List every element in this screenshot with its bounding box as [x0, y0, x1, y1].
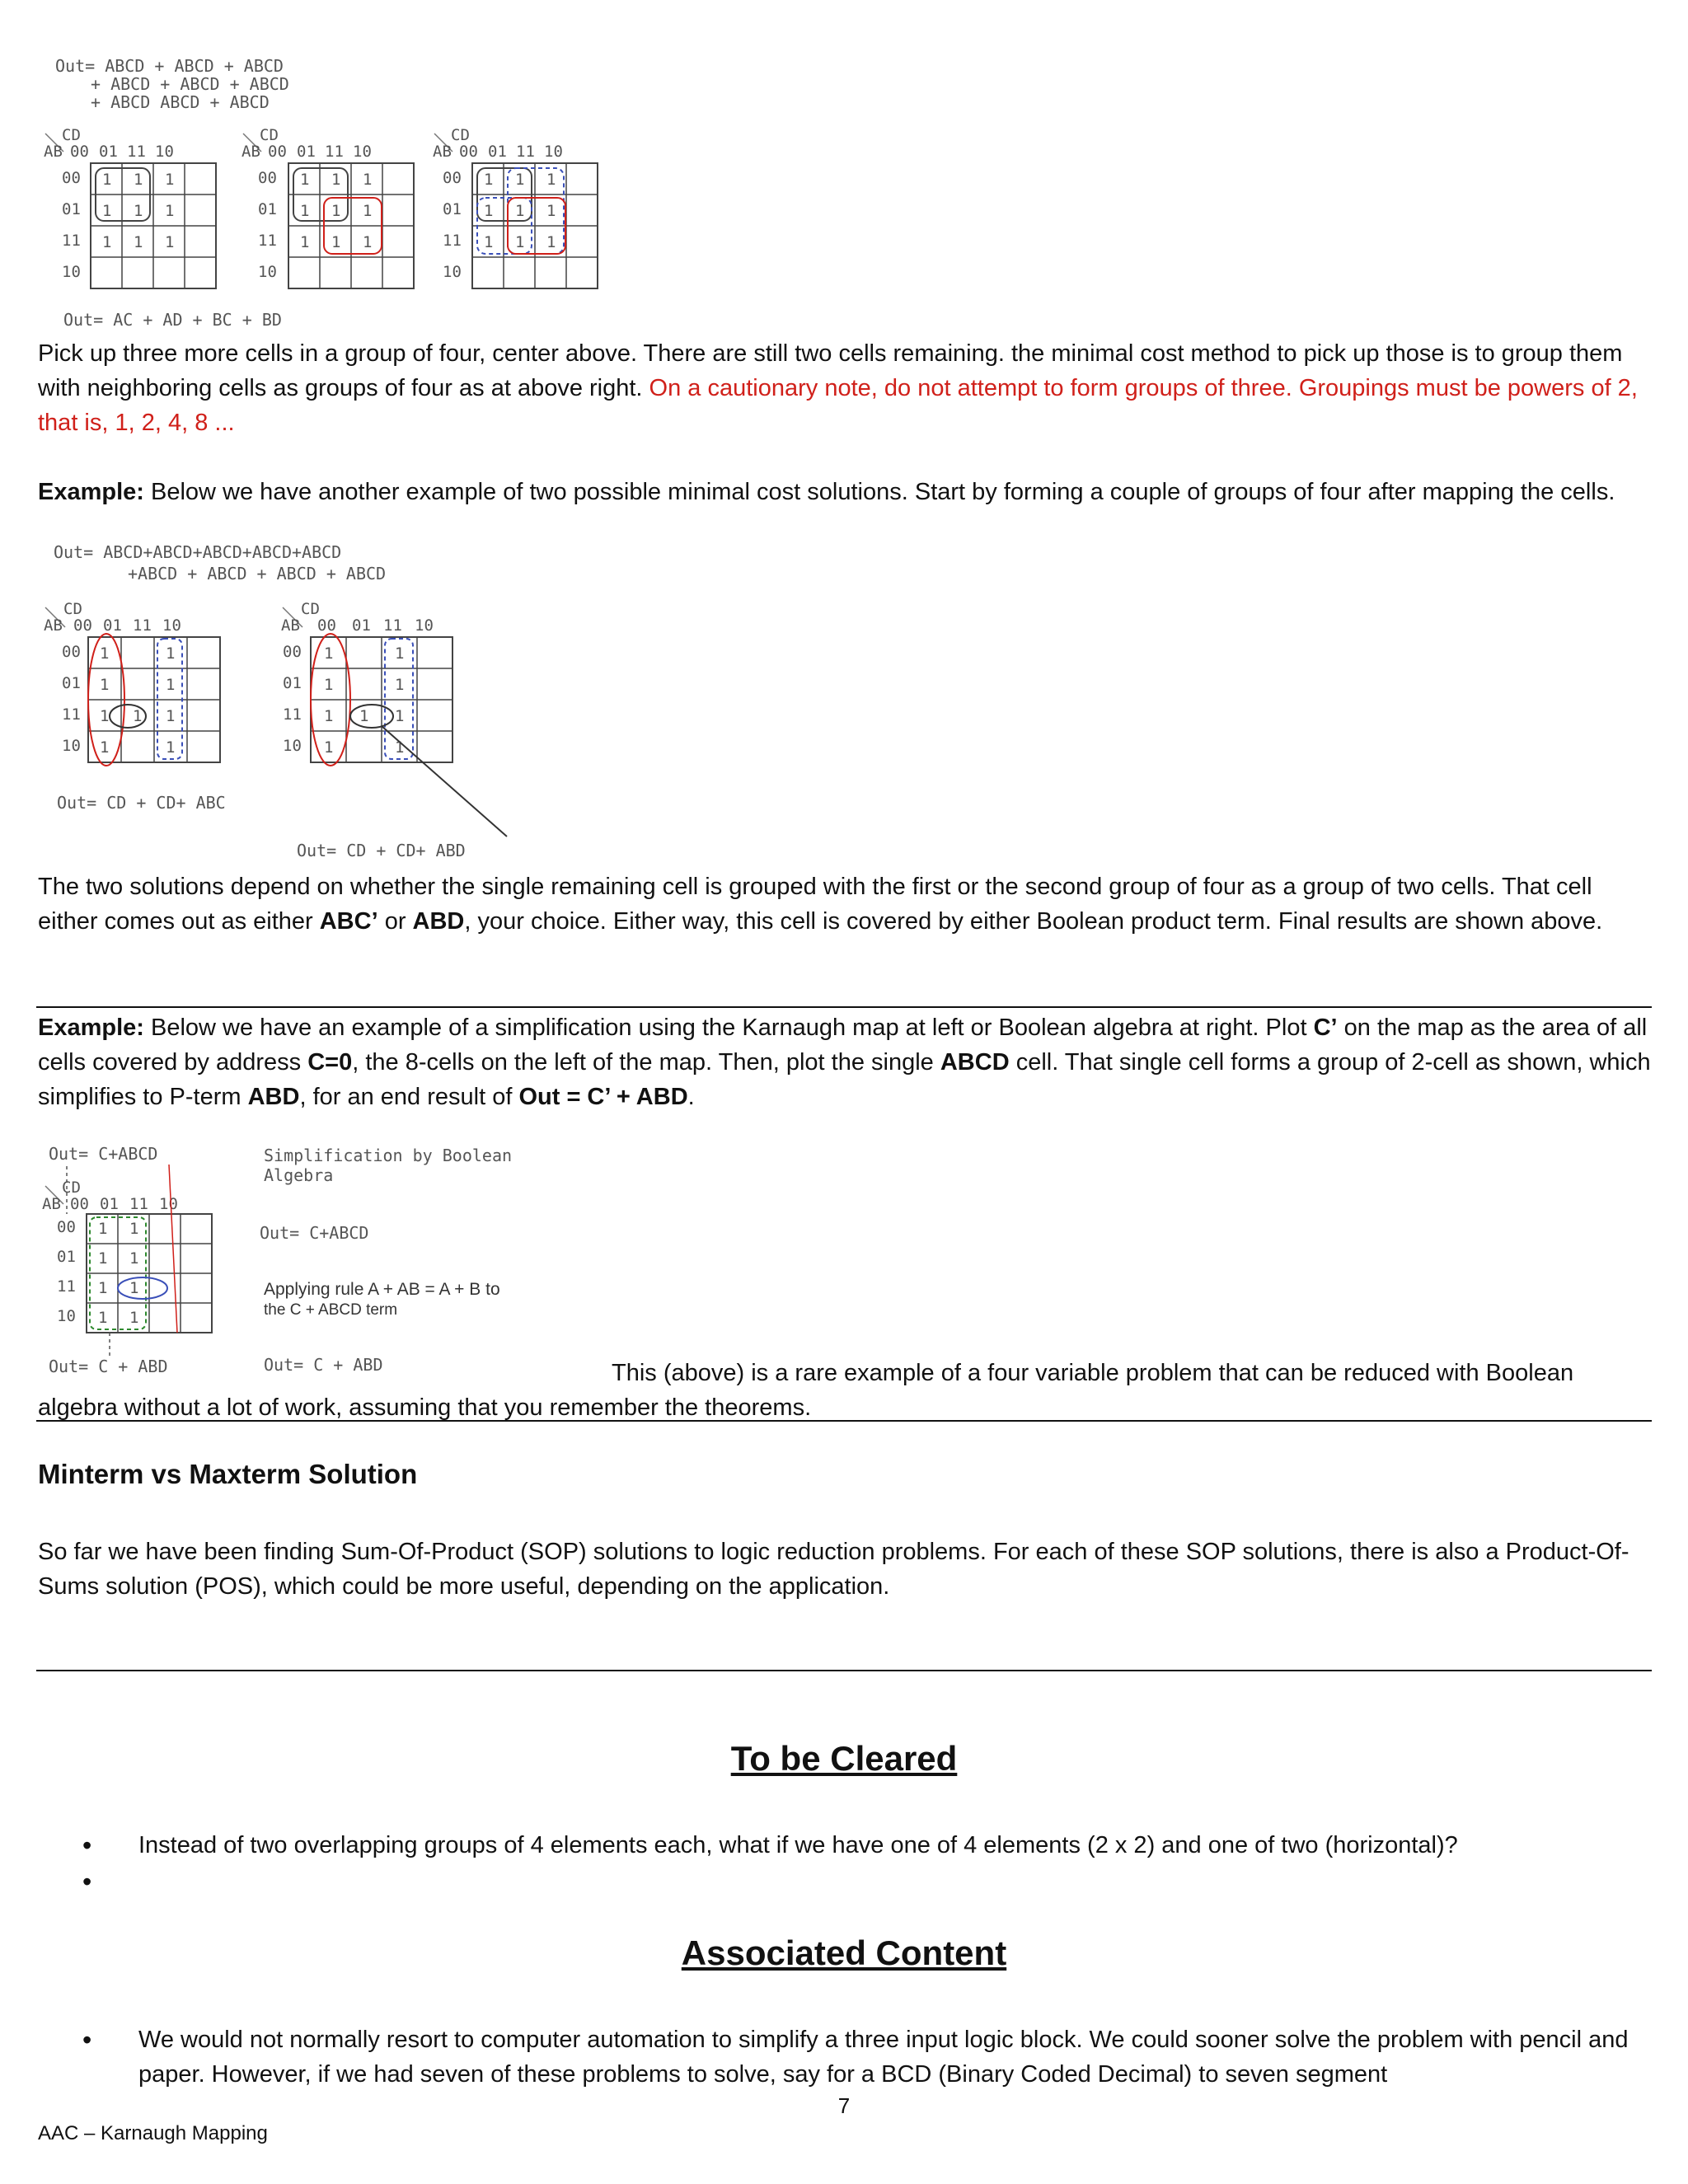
fig3-bool-eq-2: Out= C + ABD: [264, 1355, 383, 1375]
kmap-1-cell: 1: [102, 233, 112, 251]
fig3-bool-title-2: Algebra: [264, 1165, 334, 1185]
fig1-eq-bottom: Out= AC + AD + BC + BD: [63, 310, 282, 330]
kmap-4-cell: 1: [166, 644, 176, 663]
kmap-1-cell: 1: [165, 233, 175, 251]
kmap-5-col-01: 01: [352, 616, 371, 635]
kmap-2-row-11: 11: [258, 232, 277, 250]
kmap-6-cell: 1: [129, 1279, 139, 1297]
kmap-3-cell: 1: [484, 233, 494, 251]
kmap-3-cell: 1: [546, 233, 556, 251]
kmap-4-cell: 1: [100, 644, 110, 663]
kmap-2-cell: 1: [300, 171, 310, 189]
heading-to-be-cleared: To be Cleared: [730, 1739, 958, 1778]
kmap-2-corner-cd: CD: [260, 126, 279, 144]
fig2-eq-line-1: Out= ABCD+ABCD+ABCD+ABCD+ABCD: [54, 542, 342, 562]
kmap-2-cell: 1: [300, 233, 310, 251]
divider-rule: [36, 1006, 1652, 1008]
kmap-2-cell: 1: [363, 171, 373, 189]
kmap-5-cell: 1: [324, 644, 334, 663]
divider-rule: [36, 1670, 1652, 1671]
kmap-4-row-10: 10: [62, 737, 81, 755]
bullet-text: We would not normally resort to computer automation to simplify a three input logic block. We could sooner solve the problem with pencil and paper. However, if we had seven of these problems to solve, say for a BCD (Binary Coded Decimal) to seven segment: [138, 2027, 1629, 2088]
kmap-5-row-01: 01: [283, 674, 302, 692]
page-number: 7: [837, 2093, 851, 2118]
example-2-text-6: .: [687, 1084, 695, 1110]
fig3-bool-rule-2: the C + ABCD term: [264, 1301, 398, 1319]
kmap-1-cell: 1: [102, 171, 112, 189]
kmap-2-cell: 1: [300, 202, 310, 220]
kmap-6-cell: 1: [129, 1309, 139, 1327]
kmap-5-cell: 1: [395, 738, 405, 757]
kmap-1-col-10: 10: [155, 143, 174, 161]
fig3-eq-top: Out= C+ABCD: [49, 1144, 158, 1164]
kmap-5-cell: 1: [324, 707, 334, 725]
kmap-2-col-10: 10: [353, 143, 372, 161]
figure-1-kmaps: [45, 51, 606, 335]
bullet-icon: •: [82, 1830, 92, 1860]
kmap-4-col-01: 01: [103, 616, 122, 635]
kmap-1-cell: 1: [165, 171, 175, 189]
kmap-4-cell: 1: [166, 676, 176, 694]
kmap-1: [44, 126, 216, 288]
kmap-6-row-00: 00: [57, 1218, 76, 1236]
kmap-3-cell: 1: [515, 233, 525, 251]
heading-associated-content: Associated Content: [681, 1933, 1007, 1972]
kmap-5-cell: 1: [395, 676, 405, 694]
kmap-5-row-10: 10: [283, 737, 302, 755]
kmap-5-cell: 1: [359, 707, 369, 725]
kmap-6-cell: 1: [98, 1309, 108, 1327]
kmap-3: [433, 126, 598, 288]
kmap-6-cell: 1: [129, 1220, 139, 1238]
kmap-6-col-00: 00: [70, 1195, 89, 1213]
kmap-6-row-11: 11: [57, 1277, 76, 1296]
kmap-3-col-10: 10: [544, 143, 563, 161]
bullet-icon: •: [82, 1867, 92, 1896]
paragraph-group-explanation: [38, 336, 1653, 440]
kmap-2-row-10: 10: [258, 263, 277, 281]
bullet-text: Instead of two overlapping groups of 4 elements each, what if we have one of 4 elements (2 x 2) and one of two (horizontal)?: [138, 1832, 1458, 1858]
kmap-1-col-01: 01: [99, 143, 118, 161]
kmap-5-col-10: 10: [415, 616, 434, 635]
kmap-1-corner-ab: AB: [44, 143, 63, 161]
term-abd-2: ABD: [247, 1084, 300, 1110]
kmap-4-corner-ab: AB: [44, 616, 63, 635]
kmap-5-cell: 1: [324, 676, 334, 694]
term-c-prime: C’: [1313, 1015, 1338, 1041]
kmap-2-row-01: 01: [258, 200, 277, 218]
example-2-text-2: on the map as the area of all cells covered by address: [38, 1015, 1648, 1076]
kmap-3-cell: 1: [484, 202, 494, 220]
kmap-5-corner-cd: CD: [301, 600, 320, 618]
kmap-3-row-01: 01: [443, 200, 462, 218]
kmap-5-row-00: 00: [283, 643, 302, 661]
fig1-eq-line-2: + ABCD + ABCD + ABCD: [91, 74, 289, 94]
kmap-4-row-01: 01: [62, 674, 81, 692]
figure-3-kmap-and-boolean: [42, 1141, 622, 1380]
kmap-1-cell: 1: [134, 171, 143, 189]
figure-2-kmaps: [45, 540, 556, 869]
para2-text-1: The two solutions depend on whether the single remaining cell is grouped with the first or the second group of four as a group of two cells. That cell either comes out as either: [38, 874, 1592, 935]
fig3-bool-rule-1: Applying rule A + AB = A + B to: [264, 1280, 500, 1299]
example-2-label: Example:: [38, 1015, 144, 1041]
kmap-6-cell: 1: [129, 1249, 139, 1268]
kmap-6-corner-cd: CD: [62, 1179, 81, 1197]
kmap-4-cell: 1: [166, 738, 176, 757]
kmap-5-col-00: 00: [317, 616, 336, 635]
end-result: Out = C’ + ABD: [518, 1084, 688, 1110]
para1-text: Pick up three more cells in a group of four, center above. There are still two cells remaining. the minimal cost method to pick up those is to group them with neighboring cells as groups of four as at above right.: [38, 340, 1623, 401]
kmap-6-corner-ab: AB: [42, 1195, 61, 1213]
fig2-eq-left: Out= CD + CD+ ABC: [57, 793, 226, 813]
kmap-3-cell: 1: [515, 202, 525, 220]
kmap-4: [44, 600, 220, 766]
kmap-5-corner-ab: AB: [281, 616, 300, 635]
kmap-5: [281, 600, 507, 837]
kmap-4-row-00: 00: [62, 643, 81, 661]
kmap-2-col-11: 11: [325, 143, 344, 161]
kmap-3-col-00: 00: [459, 143, 478, 161]
kmap-6-col-01: 01: [100, 1195, 119, 1213]
kmap-5-row-11: 11: [283, 705, 302, 724]
kmap-5-cell: 1: [395, 707, 405, 725]
example-1-paragraph: [38, 475, 1653, 509]
example-2-text-1: Below we have an example of a simplification using the Karnaugh map at left or Boolean algebra at right. Plot: [151, 1015, 1307, 1041]
kmap-3-cell: 1: [546, 171, 556, 189]
kmap-1-cell: 1: [102, 202, 112, 220]
fig1-eq-line-3: + ABCD ABCD + ABCD: [91, 92, 270, 112]
kmap-3-row-11: 11: [443, 232, 462, 250]
kmap-2-cell: 1: [331, 171, 341, 189]
kmap-3-col-11: 11: [516, 143, 535, 161]
kmap-1-col-00: 00: [70, 143, 89, 161]
kmap-3-corner-cd: CD: [451, 126, 470, 144]
paragraph-minterm: So far we have been finding Sum-Of-Product (SOP) solutions to logic reduction problems. For each of these SOP solutions, there is also a Product-Of-Sums solution (POS), which could be more useful, depending on the application.: [38, 1539, 1629, 1600]
kmap-4-col-00: 00: [73, 616, 92, 635]
example-2-paragraph: [38, 1010, 1653, 1114]
kmap-1-row-11: 11: [62, 232, 81, 250]
kmap-4-row-11: 11: [62, 705, 81, 724]
kmap-2-cell: 1: [331, 233, 341, 251]
kmap-2-row-00: 00: [258, 169, 277, 187]
kmap-3-cell: 1: [546, 202, 556, 220]
kmap-4-col-11: 11: [133, 616, 152, 635]
kmap-3-col-01: 01: [488, 143, 507, 161]
kmap-4-corner-cd: CD: [63, 600, 82, 618]
fig3-bool-title-1: Simplification by Boolean: [264, 1146, 513, 1165]
kmap-1-corner-cd: CD: [62, 126, 81, 144]
kmap-3-row-10: 10: [443, 263, 462, 281]
fig1-eq-line-1: Out= ABCD + ABCD + ABCD: [55, 56, 284, 76]
bullet-icon: •: [82, 2025, 92, 2055]
kmap-4-cell: 1: [100, 676, 110, 694]
kmap-1-col-11: 11: [127, 143, 146, 161]
kmap-1-cell: 1: [134, 202, 143, 220]
term-abd: ABD: [412, 908, 465, 935]
kmap-2-cell: 1: [363, 233, 373, 251]
para2-or: or: [384, 908, 406, 935]
kmap-5-col-11: 11: [383, 616, 402, 635]
cautionary-note: On a cautionary note, do not attempt to form groups of three. Groupings must be powers of 2, that is, 1, 2, 4, 8 ...: [38, 375, 1638, 436]
kmap-2: [241, 126, 414, 288]
section-title-minterm: Minterm vs Maxterm Solution: [38, 1459, 418, 1489]
kmap-6-row-01: 01: [57, 1248, 76, 1266]
paragraph-rare-example: This (above) is a rare example of a four variable problem that can be reduced with Boolean algebra without a lot of work, assuming that you remember the theorems.: [38, 1360, 1574, 1421]
kmap-6-row-10: 10: [57, 1307, 76, 1325]
kmap-1-cell: 1: [165, 202, 175, 220]
kmap-6-cell: 1: [98, 1249, 108, 1268]
term-abc: ABC’: [319, 908, 378, 935]
kmap-6: [42, 1165, 212, 1357]
kmap-5-cell: 1: [324, 738, 334, 757]
paragraph-two-solutions: [38, 869, 1653, 939]
fig3-bool-eq-1: Out= C+ABCD: [260, 1223, 369, 1243]
kmap-4-cell: 1: [133, 707, 143, 725]
kmap-2-cell: 1: [331, 202, 341, 220]
kmap-6-cell: 1: [98, 1279, 108, 1297]
kmap-1-row-10: 10: [62, 263, 81, 281]
example-2-text-4: cell. That single cell forms a group of 2-cell as shown, which simplifies to P-term: [38, 1049, 1651, 1110]
kmap-6-col-11: 11: [129, 1195, 148, 1213]
example-2-text-5: , for an end result of: [299, 1084, 513, 1110]
kmap-3-row-00: 00: [443, 169, 462, 187]
example-2-text-3: , the 8-cells on the left of the map. Then, plot the single: [352, 1049, 934, 1076]
kmap-3-cell: 1: [515, 171, 525, 189]
kmap-4-cell: 1: [100, 707, 110, 725]
kmap-6-col-10: 10: [159, 1195, 178, 1213]
term-c0: C=0: [307, 1049, 353, 1076]
fig2-eq-right: Out= CD + CD+ ABD: [297, 841, 466, 860]
kmap-4-col-10: 10: [162, 616, 181, 635]
kmap-4-cell: 1: [100, 738, 110, 757]
kmap-5-cell: 1: [395, 644, 405, 663]
fig2-eq-line-2: +ABCD + ABCD + ABCD + ABCD: [128, 564, 387, 583]
divider-rule: [36, 1420, 1652, 1422]
example-1-label: Example:: [38, 479, 144, 505]
kmap-3-cell: 1: [484, 171, 494, 189]
kmap-2-corner-ab: AB: [241, 143, 260, 161]
kmap-4-cell: 1: [166, 707, 176, 725]
kmap-2-col-01: 01: [297, 143, 316, 161]
kmap-1-cell: 1: [134, 233, 143, 251]
kmap-2-cell: 1: [363, 202, 373, 220]
kmap-6-cell: 1: [98, 1220, 108, 1238]
fig3-eq-bottom: Out= C + ABD: [49, 1357, 168, 1376]
kmap-2-col-00: 00: [268, 143, 287, 161]
footer-title: AAC – Karnaugh Mapping: [38, 2122, 268, 2144]
para2-text-2: , your choice. Either way, this cell is covered by either Boolean product term. Final results are shown above.: [464, 908, 1603, 935]
example-1-text: Below we have another example of two possible minimal cost solutions. Start by forming a couple of groups of four after mapping the cells.: [151, 479, 1615, 505]
kmap-1-row-01: 01: [62, 200, 81, 218]
term-abcd: ABCD: [940, 1049, 1010, 1076]
kmap-3-corner-ab: AB: [433, 143, 452, 161]
kmap-1-row-00: 00: [62, 169, 81, 187]
